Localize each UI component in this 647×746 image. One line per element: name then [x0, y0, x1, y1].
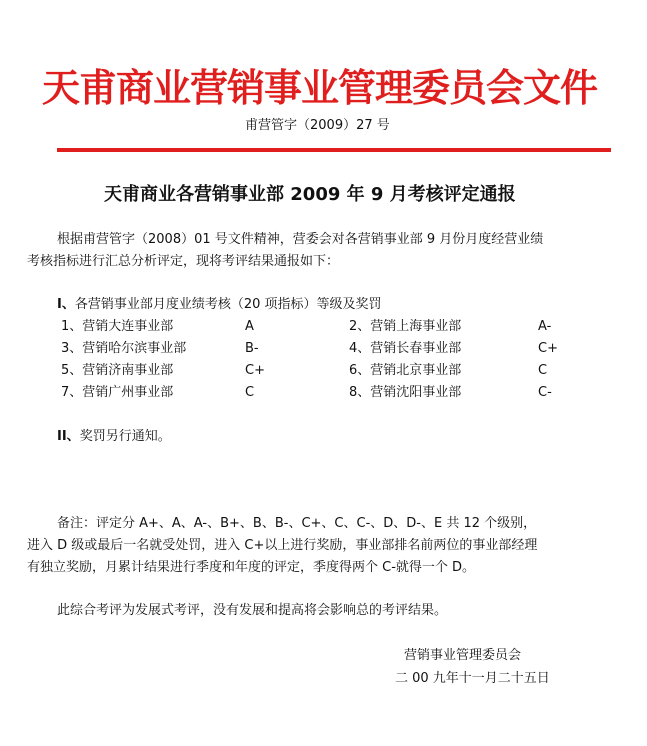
remark-line-3: 有独立奖励，月累计结果进行季度和年度的评定，季度得两个 C-就得一个 D。	[27, 560, 476, 575]
division-grade: C-	[538, 385, 552, 400]
section-1-numeral: I、	[57, 297, 75, 312]
division-name: 2、营销上海事业部	[349, 319, 462, 334]
section-1-heading	[57, 294, 382, 316]
remark-line-1: 备注：评定分 A+、A、A-、B+、B、B-、C+、C、C-、D、D-、E 共 12 个级别，	[57, 516, 537, 531]
document-number: 甫营管字（2009）27 号	[245, 118, 390, 133]
signature-organization: 营销事业管理委员会	[404, 648, 522, 663]
division-name: 7、营销广州事业部	[61, 385, 174, 400]
division-name: 4、营销长春事业部	[349, 341, 462, 356]
section-2-heading	[57, 426, 171, 448]
division-grade: C	[538, 363, 548, 378]
section-2-numeral: II、	[57, 429, 80, 444]
section-2-text: 奖罚另行通知。	[79, 429, 171, 444]
document-header-title: 天甫商业营销事业管理委员会文件	[42, 66, 598, 110]
remark-line-2: 进入 D 级或最后一名就受处罚，进入 C+以上进行奖励，事业部排名前两位的事业部经理	[27, 538, 538, 553]
division-name: 8、营销沈阳事业部	[349, 385, 462, 400]
division-name: 5、营销济南事业部	[61, 363, 174, 378]
signature-date: 二 00 九年十一月二十五日	[395, 671, 550, 686]
grade-row	[0, 360, 647, 382]
division-grade: C+	[538, 341, 558, 356]
grade-row	[0, 382, 647, 404]
division-grade: A	[245, 319, 254, 334]
header-divider	[57, 148, 611, 152]
division-grade: A-	[538, 319, 552, 334]
division-name: 1、营销大连事业部	[61, 319, 174, 334]
division-grade: C	[245, 385, 255, 400]
division-name: 3、营销哈尔滨事业部	[61, 341, 187, 356]
division-grade: B-	[245, 341, 259, 356]
intro-line-2: 考核指标进行汇总分析评定，现将考评结果通报如下：	[27, 254, 340, 269]
intro-line-1: 根据甫营管字（2008）01 号文件精神，营委会对各营销事业部 9 月份月度经营业绩	[57, 232, 544, 247]
closing-statement: 此综合考评为发展式考评，没有发展和提高将会影响总的考评结果。	[57, 603, 448, 618]
notice-title: 天甫商业各营销事业部 2009 年 9 月考核评定通报	[104, 184, 516, 205]
division-name: 6、营销北京事业部	[349, 363, 462, 378]
section-1-heading-text: 各营销事业部月度业绩考核（20 项指标）等级及奖罚	[74, 297, 382, 312]
grade-row	[0, 338, 647, 360]
division-grade: C+	[245, 363, 265, 378]
grade-row	[0, 316, 647, 338]
